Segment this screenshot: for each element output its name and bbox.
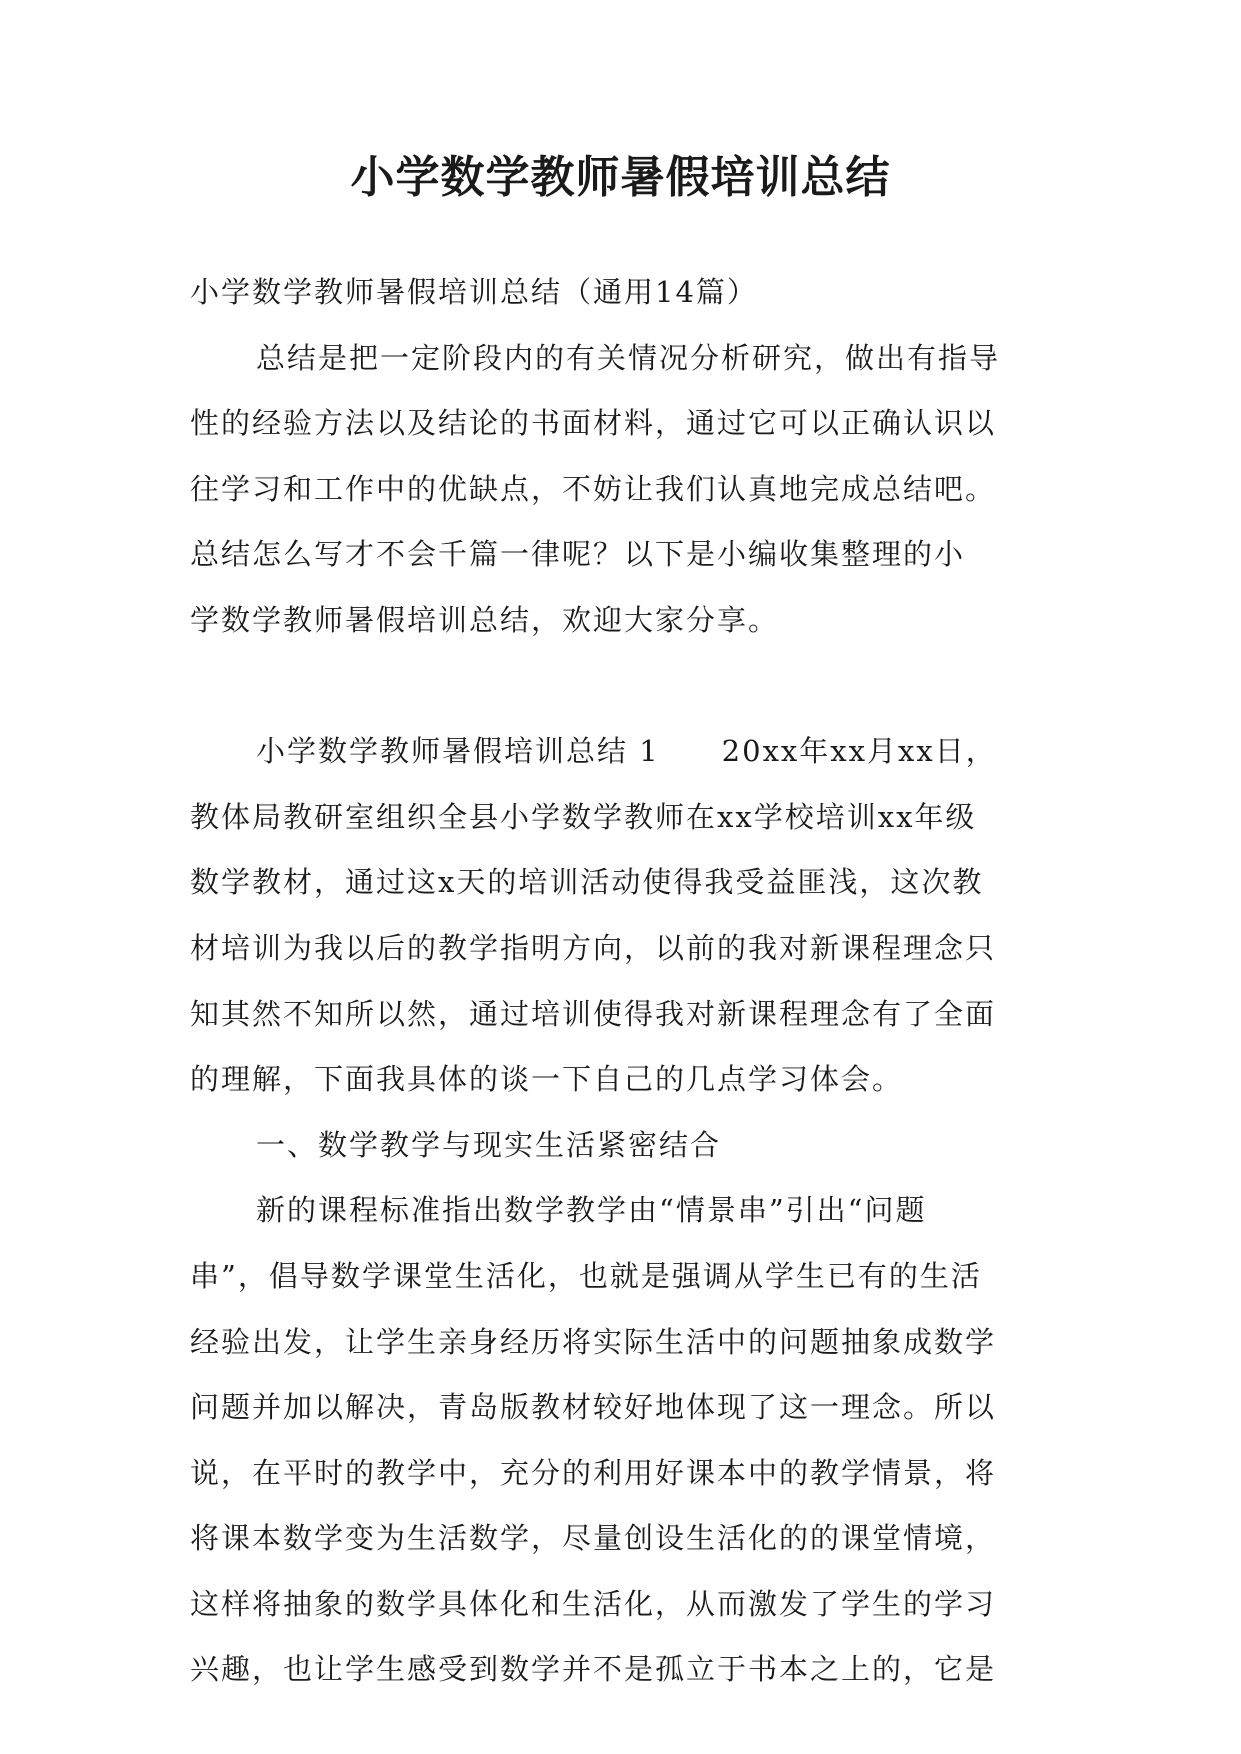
text-line: 经验出发，让学生亲身经历将实际生活中的问题抽象成数学 [190, 1324, 997, 1359]
text-line: 新的课程标准指出数学教学由“情景串”引出“问题 [256, 1193, 927, 1228]
document-title: 小学数学教师暑假培训总结 [350, 152, 891, 203]
text-line: 串”，倡导数学课堂生活化，也就是强调从学生已有的生活 [190, 1258, 982, 1293]
text-line: 将课本数学变为生活数学，尽量创设生活化的的课堂情境， [190, 1521, 997, 1556]
text-line: 材培训为我以后的教学指明方向，以前的我对新课程理念只 [190, 930, 997, 965]
text-line: 知其然不知所以然，通过培训使得我对新课程理念有了全面 [190, 996, 997, 1031]
blank-line [190, 654, 1050, 720]
text-line: 说，在平时的教学中，充分的利用好课本中的教学情景，将 [190, 1455, 997, 1490]
text-line: 学数学教师暑假培训总结，欢迎大家分享。 [190, 602, 780, 637]
text-line: 兴趣，也让学生感受到数学并不是孤立于书本之上的，它是 [190, 1652, 997, 1687]
text-line: 性的经验方法以及结论的书面材料，通过它可以正确认识以 [190, 406, 997, 441]
text-line: 小学数学教师暑假培训总结 1 20xx年xx月xx日， [256, 734, 997, 769]
text-line: 数学教材，通过这x天的培训活动使得我受益匪浅，这次教 [190, 865, 984, 900]
document-body [190, 260, 1050, 1703]
text-line: 这样将抽象的数学具体化和生活化，从而激发了学生的学习 [190, 1586, 997, 1621]
text-line: 的理解，下面我具体的谈一下自己的几点学习体会。 [190, 1062, 904, 1097]
text-line: 一、数学教学与现实生活紧密结合 [256, 1127, 722, 1162]
text-line: 总结是把一定阶段内的有关情况分析研究，做出有指导 [256, 340, 1001, 375]
text-line: 问题并加以解决，青岛版教材较好地体现了这一理念。所以 [190, 1390, 997, 1425]
text-line: 总结怎么写才不会千篇一律呢？以下是小编收集整理的小 [190, 537, 966, 572]
text-line: 小学数学教师暑假培训总结（通用14篇） [190, 275, 758, 309]
text-line: 往学习和工作中的优缺点，不妨让我们认真地完成总结吧。 [190, 471, 997, 506]
text-line: 教体局教研室组织全县小学数学教师在xx学校培训xx年级 [190, 799, 977, 834]
